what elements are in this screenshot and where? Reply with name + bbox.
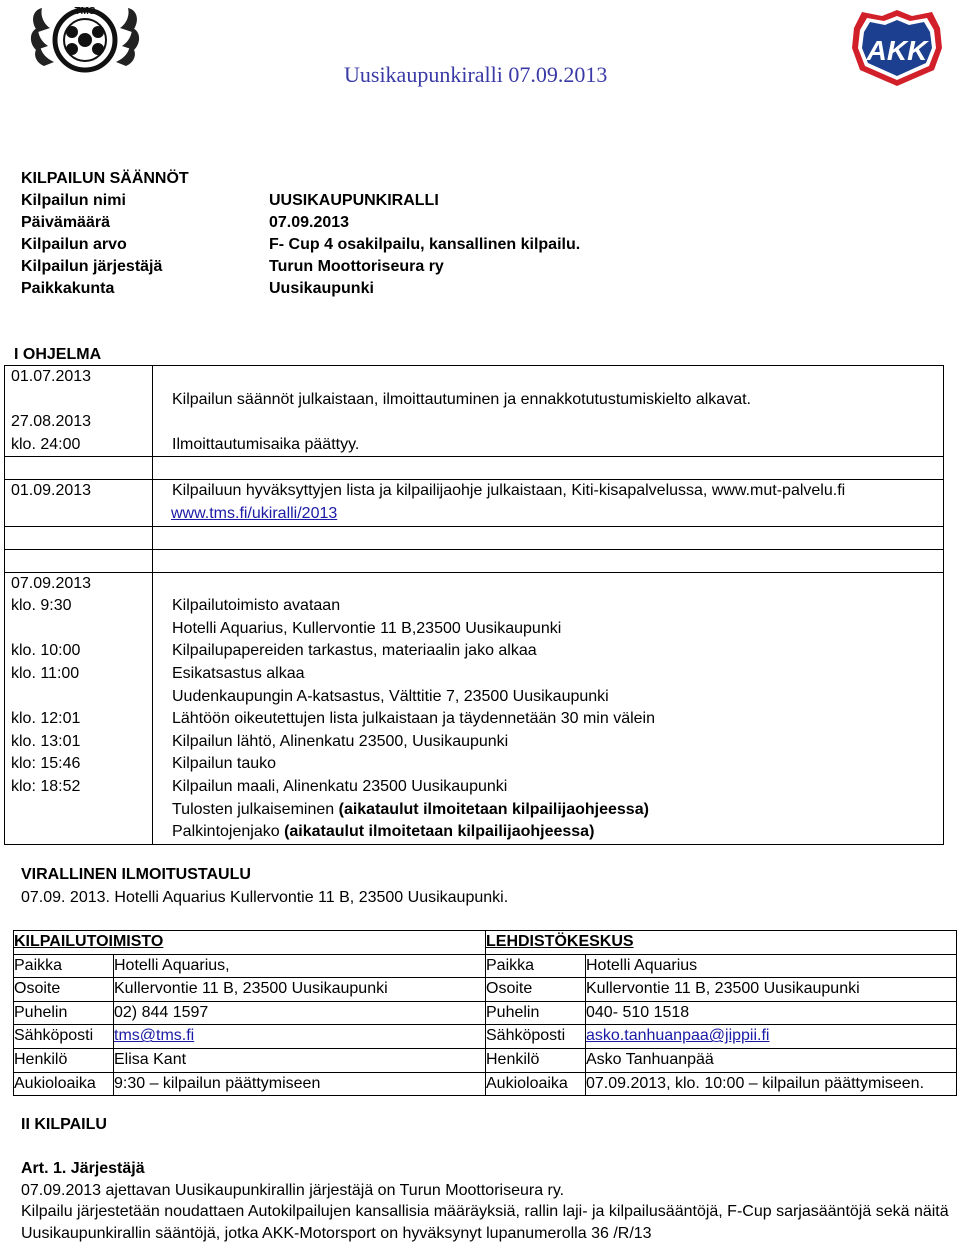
rules-value: Uusikaupunki (269, 280, 374, 297)
contact-row (14, 1048, 957, 1072)
time-text: klo. 9:30 (11, 597, 72, 615)
event-text: Kilpailupapereiden tarkastus, materiaalin jako alkaa (172, 642, 537, 660)
contact-value: 07.09.2013, klo. 10:00 – kilpailun päättymiseen. (586, 1072, 957, 1096)
time-text: klo. 11:00 (11, 664, 80, 682)
press-heading: LEHDISTÖKESKUS (486, 931, 957, 955)
event-text: Kilpailun säännöt julkaistaan, ilmoittautuminen ja ennakkotutustumiskielto alkavat. (172, 390, 751, 408)
contact-row (14, 1072, 957, 1096)
event-text: Kilpailuun hyväksyttyjen lista ja kilpailijaohje julkaistaan, Kiti-kisapalvelussa, www.mut-palvelu.fi (172, 482, 846, 500)
date-text: 01.09.2013 (11, 482, 92, 500)
body-text: Kilpailu järjestetään noudattaen Autokilpailujen kansallisia määräyksiä, rallin laji- ja kilpailusääntöjä, F-Cup sarjasääntöjä sekä näitä (21, 1203, 949, 1220)
contact-row (14, 978, 957, 1002)
date-text: 27.08.2013 (11, 413, 92, 431)
contact-label: Paikka (486, 954, 586, 978)
document-title: Uusikaupunkiralli 07.09.2013 (344, 62, 608, 87)
rules-label: Paikkakunta (21, 280, 115, 297)
office-email-link[interactable]: tms@tms.fi (114, 1027, 195, 1045)
date-text: 01.07.2013 (11, 368, 92, 385)
contact-label: Sähköposti (14, 1025, 114, 1049)
event-note: (aikataulut ilmoitetaan kilpailijaohjeessa) (284, 823, 595, 841)
event-cell (153, 480, 944, 526)
time-text: klo: 18:52 (11, 777, 81, 795)
date-cell (5, 366, 153, 457)
contact-value: 9:30 – kilpailun päättymiseen (114, 1072, 486, 1096)
contact-label: Aukioloaika (486, 1072, 586, 1096)
rules-label: Päivämäärä (21, 214, 110, 231)
section-heading: II KILPAILU (21, 1116, 107, 1133)
tms-logo (30, 2, 140, 78)
rules-value: 07.09.2013 (269, 214, 350, 231)
contact-label: Puhelin (14, 1001, 114, 1025)
contact-value: 02) 844 1597 (114, 1001, 486, 1025)
contact-value: Hotelli Aquarius (586, 954, 957, 978)
contact-label: Osoite (14, 978, 114, 1002)
times-cell (5, 572, 153, 844)
notice-heading: VIRALLINEN ILMOITUSTAULU (21, 866, 251, 883)
office-heading: KILPAILUTOIMISTO (14, 931, 486, 955)
event-text: Kilpailun lähtö, Alinenkatu 23500, Uusikaupunki (172, 732, 509, 750)
notice-text: 07.09. 2013. Hotelli Aquarius Kullervontie 11 B, 23500 Uusikaupunki. (21, 889, 509, 906)
event-text: Kilpailun maali, Alinenkatu 23500 Uusikaupunki (172, 777, 508, 795)
contact-value: Hotelli Aquarius, (114, 954, 486, 978)
time-text (5, 686, 152, 709)
contact-label: Aukioloaika (14, 1072, 114, 1096)
program-table (4, 365, 944, 845)
time-text: klo. 13:01 (11, 732, 81, 750)
time-text: klo. 12:01 (11, 710, 81, 728)
svg-text:TMS: TMS (74, 6, 96, 17)
contact-row (14, 1025, 957, 1049)
event-text: Tulosten julkaiseminen (172, 800, 339, 818)
event-text: Ilmoittautumisaika päättyy. (172, 435, 360, 453)
article-heading: Art. 1. Järjestäjä (21, 1160, 145, 1177)
time-text (5, 799, 152, 822)
rules-label: Kilpailun arvo (21, 236, 127, 253)
contact-label: Sähköposti (486, 1025, 586, 1049)
rules-value: Turun Moottoriseura ry (269, 258, 444, 275)
contact-value: Asko Tanhuanpää (586, 1048, 957, 1072)
rules-label: Kilpailun järjestäjä (21, 258, 163, 275)
date-cell (5, 480, 153, 526)
contact-label: Henkilö (14, 1048, 114, 1072)
event-text: Hotelli Aquarius, Kullervontie 11 B,23500 Uusikaupunki (172, 619, 562, 637)
contacts-table (13, 930, 957, 1096)
contact-label: Puhelin (486, 1001, 586, 1025)
rules-value: F- Cup 4 osakilpailu, kansallinen kilpailu. (269, 236, 581, 253)
contact-label: Paikka (14, 954, 114, 978)
svg-text:AKK: AKK (866, 35, 928, 66)
rules-label: Kilpailun nimi (21, 192, 126, 209)
event-text: Kilpailun tauko (172, 755, 277, 773)
contact-label: Osoite (486, 978, 586, 1002)
tms-link[interactable]: www.tms.fi/ukiralli/2013 (171, 504, 338, 522)
event-text: Uudenkaupungin A-katsastus, Välttitie 7, 23500 Uusikaupunki (172, 687, 609, 705)
press-email-link[interactable]: asko.tanhuanpaa@jippii.fi (586, 1027, 770, 1045)
akk-logo (850, 8, 945, 88)
time-text (5, 821, 152, 844)
contact-row (14, 954, 957, 978)
event-text: Palkintojenjako (172, 823, 285, 841)
event-text: Kilpailutoimisto avataan (172, 597, 341, 615)
time-text: klo. 24:00 (11, 435, 81, 453)
body-text: Uusikaupunkirallin sääntöjä, jotka AKK-Motorsport on hyväksynyt lupanumerolla 36 /R/13 (21, 1225, 652, 1242)
contact-row (14, 1001, 957, 1025)
rules-heading: KILPAILUN SÄÄNNÖT (21, 170, 189, 187)
event-text: Lähtöön oikeutettujen lista julkaistaan ja täydennetään 30 min välein (172, 710, 655, 728)
contact-value: 040- 510 1518 (586, 1001, 957, 1025)
event-cell (153, 366, 944, 457)
time-text: klo. 10:00 (11, 642, 81, 660)
rules-value: UUSIKAUPUNKIRALLI (269, 192, 439, 209)
program-heading: I OHJELMA (14, 346, 102, 363)
event-note: (aikataulut ilmoitetaan kilpailijaohjeessa) (338, 800, 649, 818)
contact-value: Kullervontie 11 B, 23500 Uusikaupunki (114, 978, 486, 1002)
events-cell (153, 572, 944, 844)
event-text: Esikatsastus alkaa (172, 664, 305, 682)
time-text (5, 618, 152, 641)
contact-value: Kullervontie 11 B, 23500 Uusikaupunki (586, 978, 957, 1002)
contact-label: Henkilö (486, 1048, 586, 1072)
contact-value: Elisa Kant (114, 1048, 486, 1072)
time-text: klo: 15:46 (11, 755, 81, 773)
date-text: 07.09.2013 (11, 574, 92, 592)
body-text: 07.09.2013 ajettavan Uusikaupunkirallin järjestäjä on Turun Moottoriseura ry. (21, 1182, 565, 1199)
